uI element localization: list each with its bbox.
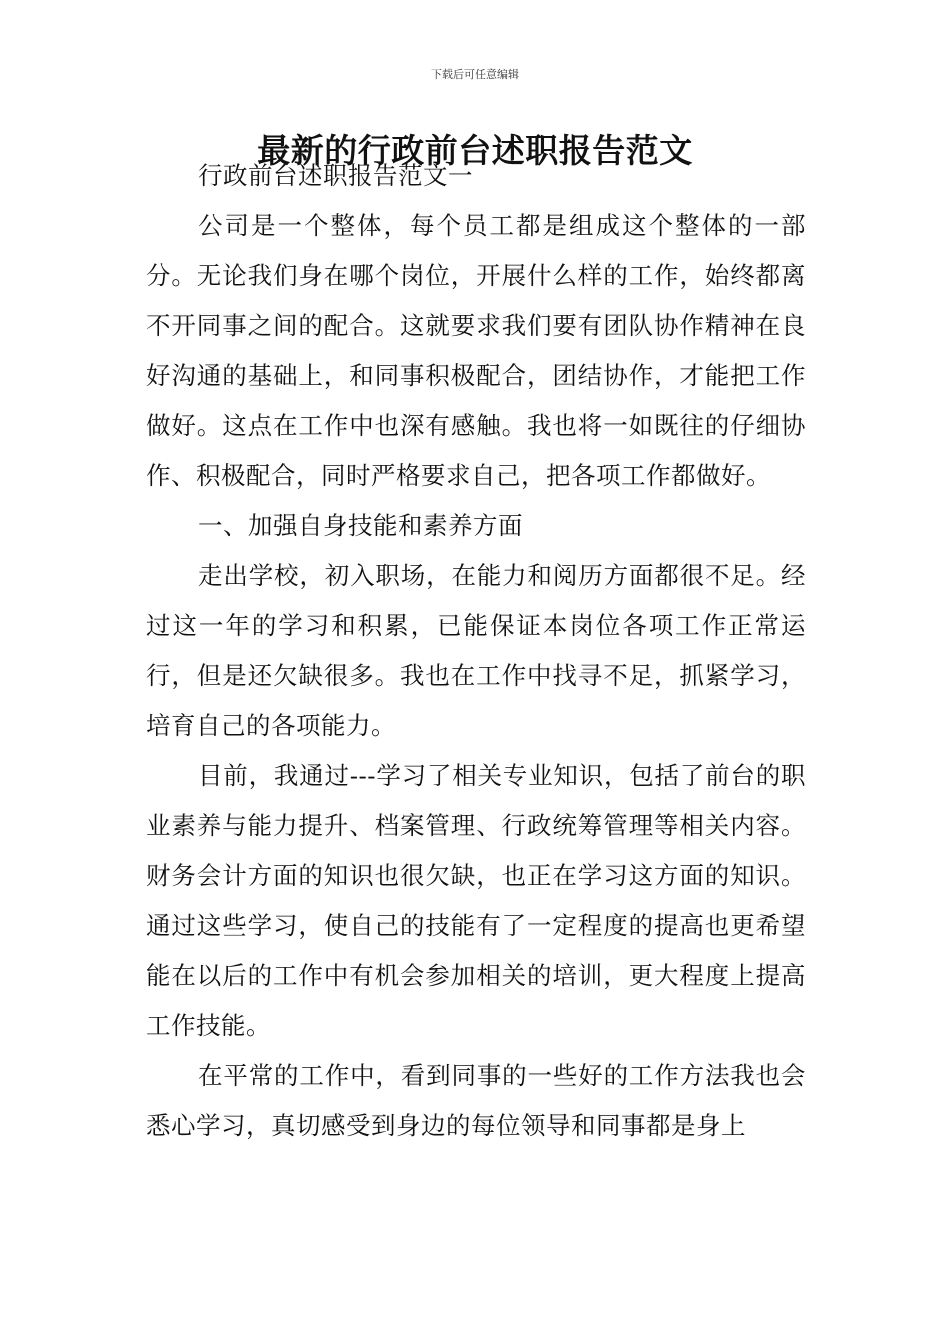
document-title: 最新的行政前台述职报告范文 — [257, 131, 693, 170]
paragraph-daily-work: 在平常的工作中，看到同事的一些好的工作方法我也会悉心学习，真切感受到身边的每位领导和同事都是身上 — [146, 1061, 806, 1140]
header-note: 下载后可任意编辑 — [431, 68, 519, 81]
document-body — [146, 151, 806, 1151]
section-heading-skills: 一、加强自身技能和素养方面 — [198, 511, 523, 540]
paragraph-teamwork: 公司是一个整体，每个员工都是组成这个整体的一部分。无论我们身在哪个岗位，开展什么样的工作，始终都离不开同事之间的配合。这就要求我们要有团队协作精神在良好沟通的基础上，和同事积极配合，团结协作，才能把工作做好。这点在工作中也深有感触。我也将一如既往的仔细协作、积极配合，同时严格要求自己，把各项工作都做好。 — [146, 211, 806, 490]
paragraph-study: 目前，我通过---学习了相关专业知识，包括了前台的职业素养与能力提升、档案管理、行政统筹管理等相关内容。财务会计方面的知识也很欠缺，也正在学习这方面的知识。通过这些学习，使自己的技能有了一定程度的提高也更希望能在以后的工作中有机会参加相关的培训，更大程度上提高工作技能。 — [146, 761, 806, 1040]
paragraph-entering-workplace: 走出学校，初入职场，在能力和阅历方面都很不足。经过这一年的学习和积累，已能保证本岗位各项工作正常运行，但是还欠缺很多。我也在工作中找寻不足，抓紧学习，培育自己的各项能力。 — [146, 561, 806, 740]
section-subtitle: 行政前台述职报告范文一 — [198, 161, 473, 190]
